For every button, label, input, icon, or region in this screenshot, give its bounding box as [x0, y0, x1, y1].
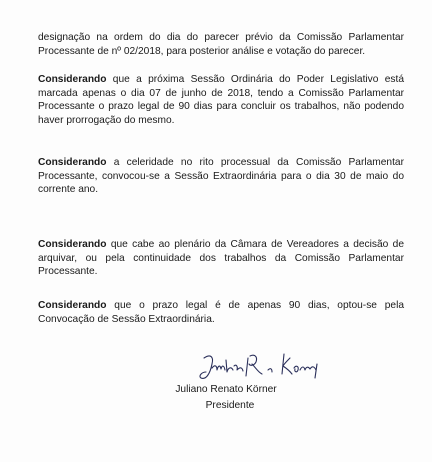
paragraph-text: designação na ordem do dia do parecer prévio da Comissão Parlamentar Processante de nº 02/2018, para posterior análise e votação do parecer. — [38, 32, 404, 57]
paragraph-text: que o prazo legal é de apenas 90 dias, optou-se pela Convocação de Sessão Extraordinária. — [38, 300, 404, 325]
paragraph-considerando-2 — [38, 156, 404, 197]
paragraph-lead: Considerando — [38, 74, 107, 85]
paragraph-considerando-3 — [38, 238, 404, 279]
paragraph-continuation — [38, 31, 404, 58]
paragraph-text: que a próxima Sessão Ordinária do Poder Legislativo está marcada apenas o dia 07 de junho de 2018, tendo a Comissão Parlamentar Processante o prazo legal de 90 dias para concluir os trabalhos, não podendo haver prorrogação do mesmo. — [38, 74, 404, 126]
paragraph-text: que cabe ao plenário da Câmara de Vereadores a decisão de arquivar, ou pela continuidade dos trabalhos da Comissão Parlamentar Processante. — [38, 239, 404, 278]
paragraph-considerando-4 — [38, 299, 404, 326]
paragraph-lead: Considerando — [38, 239, 107, 250]
signer-title: Presidente — [205, 400, 255, 411]
paragraph-lead: Considerando — [38, 157, 107, 168]
paragraph-text: a celeridade no rito processual da Comissão Parlamentar Processante, convocou-se a Sessão Extraordinária para o dia 30 de maio do corrente ano. — [38, 157, 404, 196]
paragraph-considerando-1 — [38, 73, 404, 127]
signer-name: Juliano Renato Körner — [175, 384, 277, 395]
paragraph-lead: Considerando — [38, 300, 107, 311]
handwritten-signature — [196, 348, 326, 388]
